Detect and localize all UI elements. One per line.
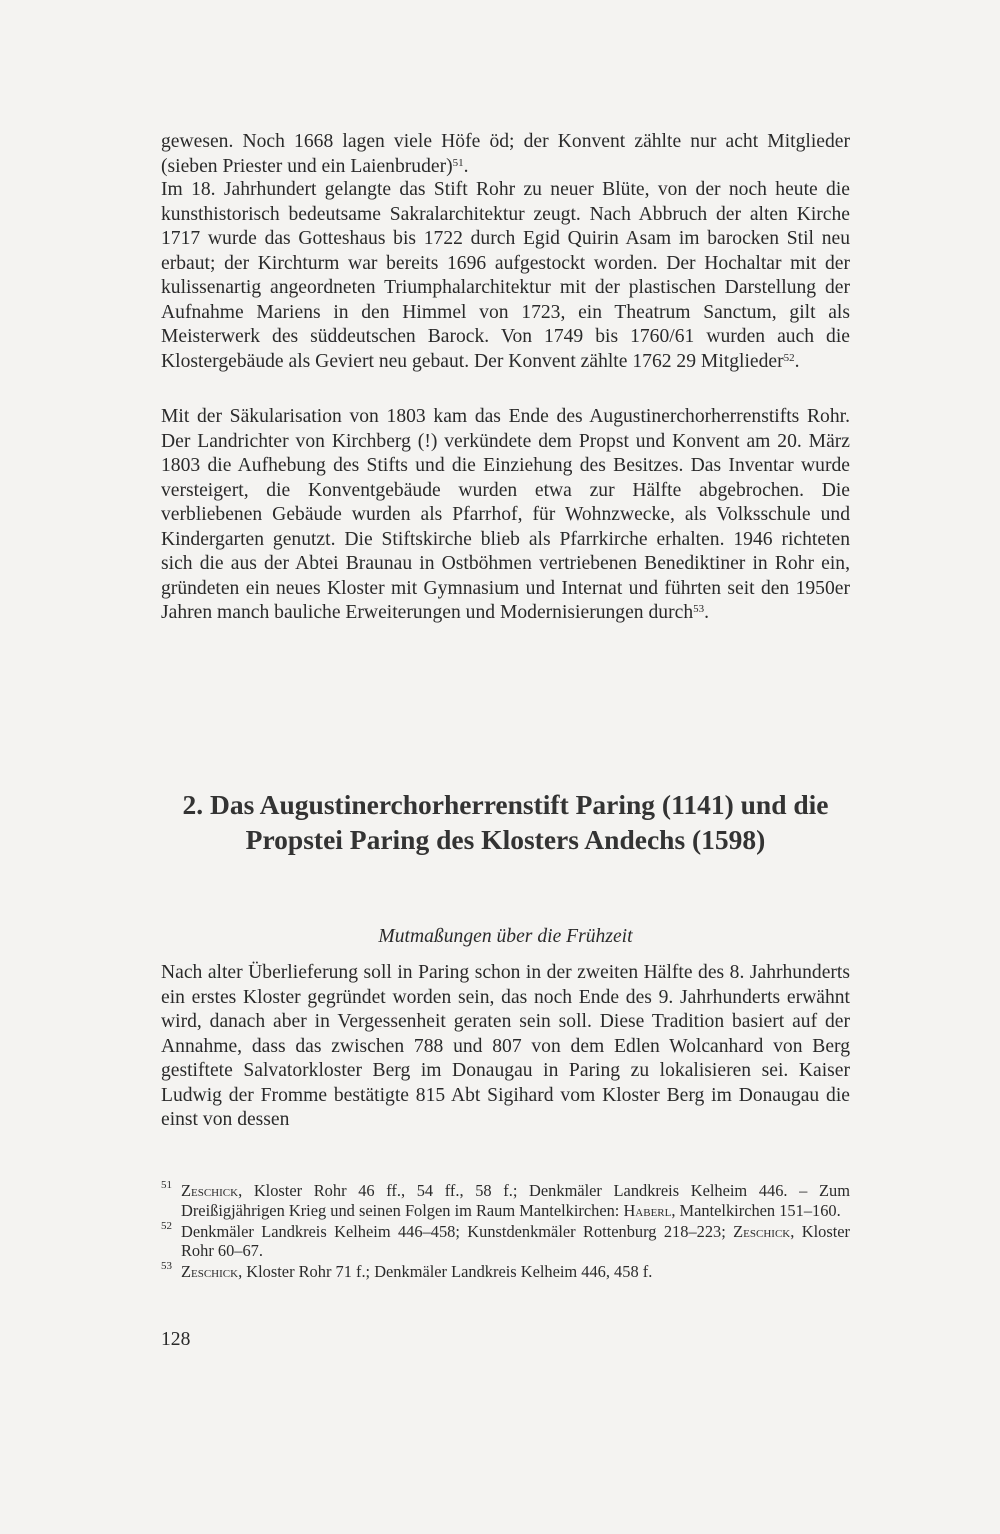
section-heading bbox=[161, 787, 850, 857]
footnote-ref-51[interactable]: 51 bbox=[452, 156, 464, 169]
footnote-text: , Kloster Rohr 46 ff., 54 ff., 58 f.; Denkmäler Landkreis Kelheim 446. – Zum Dreißigjährigen Krieg und seinen Folgen im Raum Mantelkirchen: bbox=[181, 1181, 850, 1220]
footnote-number: 52 bbox=[161, 1219, 172, 1232]
footnote-text: Denkmäler Landkreis Kelheim 446–458; Kunstdenkmäler Rottenburg 218–223; bbox=[181, 1221, 734, 1241]
subsection-heading: Mutmaßungen über die Frühzeit bbox=[378, 926, 633, 947]
paragraph-1 bbox=[161, 130, 850, 179]
footnote-author: Zeschick bbox=[181, 1181, 239, 1200]
footnote-number: 51 bbox=[161, 1179, 172, 1191]
footnote-ref-53[interactable]: 53 bbox=[693, 603, 705, 615]
paragraph-3 bbox=[161, 405, 850, 626]
footnote-author: Haberl bbox=[623, 1200, 672, 1220]
footnote-text: , Kloster Rohr 71 f.; Denkmäler Landkreis Kelheim 446, 458 f. bbox=[238, 1262, 653, 1282]
footnote-text: , Kloster Rohr 60–67. bbox=[181, 1221, 850, 1261]
paragraph-3-end: . bbox=[704, 602, 710, 623]
paragraph-1-end: . bbox=[463, 155, 469, 177]
page-number: 128 bbox=[161, 1329, 191, 1350]
paragraph-3-text: Mit der Säkularisation von 1803 kam das Ende des Augustinerchorherrenstifts Rohr. Der Landrichter von Kirchberg (!) verkündete dem Propst und Konvent am 20. März 1803 die Aufhebung des Stifts und die Einziehung des Besitzes. Das Inventar wurde versteigert, die Konventgebäude wurden etwa zur Hälfte abgebrochen. Die verbliebenen Gebäude wurden als Pfarrhof, für Wohnzwecke, als Volksschule und Kindergarten genutzt. Die Stiftskirche blieb als Pfarrkirche erhalten. 1946 richteten sich die aus der Abtei Braunau in Ostböhmen vertriebenen Benediktiner in Rohr ein, gründeten ein neues Kloster mit Gymnasium und Internat und führten seit den 1950er Jahren manch bauliche Erweiterungen und Modernisierungen durch bbox=[161, 406, 850, 623]
paragraph-2 bbox=[161, 178, 850, 374]
section-heading-line-1: 2. Das Augustinerchorherrenstift Paring (1141) und die bbox=[182, 789, 829, 820]
footnote-author: Zeschick bbox=[181, 1262, 239, 1282]
footnote-53 bbox=[161, 1262, 850, 1282]
paragraph-4 bbox=[161, 961, 850, 1133]
footnote-number: 53 bbox=[161, 1260, 172, 1273]
footnote-52 bbox=[161, 1219, 850, 1262]
footnotes bbox=[161, 1181, 850, 1283]
footnote-author: Zeschick bbox=[733, 1221, 791, 1241]
paragraph-4-text: Nach alter Überlieferung soll in Paring schon in der zweiten Hälfte des 8. Jahrhunderts ein erstes Kloster gegründet worden sein, das noch Ende des 9. Jahrhunderts erwähnt wird, danach aber in Vergessenheit geraten sein soll. Diese Tradition basiert auf der Annahme, dass das zwischen 788 und 807 von dem Edlen Wolcanhard von Berg gestiftete Salvatorkloster Berg im Donaugau in Paring zu lokalisieren sei. Kaiser Ludwig der Fromme bestätigte 815 Abt Sigihard vom Kloster Berg im Donaugau die einst von dessen bbox=[161, 962, 850, 1130]
paragraph-1-text: gewesen. Noch 1668 lagen viele Höfe öd; der Konvent zählte nur acht Mitglieder (sieben Priester und ein Laienbruder) bbox=[161, 131, 850, 177]
footnote-ref-52[interactable]: 52 bbox=[783, 351, 795, 364]
footnote-text: , Mantelkirchen 151–160. bbox=[671, 1200, 841, 1220]
footnote-51 bbox=[161, 1181, 850, 1221]
section-heading-line-2: Propstei Paring des Klosters Andechs (1598) bbox=[245, 824, 766, 855]
paragraph-2-text: Im 18. Jahrhundert gelangte das Stift Rohr zu neuer Blüte, von der noch heute die kunsthistorisch bedeutsame Sakralarchitektur zeugt. Nach Abbruch der alten Kirche 1717 wurde das Gotteshaus bis 1722 durch Egid Quirin Asam im barocken Stil neu erbaut; der Kirchturm war bereits 1696 aufgestockt worden. Der Hochaltar mit der kulissenartig angeordneten Triumphalarchitektur mit der plastischen Darstellung der Aufnahme Mariens in den Himmel von 1723, ein Theatrum Sanctum, gilt als Meisterwerk des süddeutschen Barock. Von 1749 bis 1760/61 wurden auch die Klostergebäude als Geviert neu gebaut. Der Konvent zählte 1762 29 Mitglieder bbox=[161, 179, 850, 372]
paragraph-2-end: . bbox=[794, 350, 800, 372]
